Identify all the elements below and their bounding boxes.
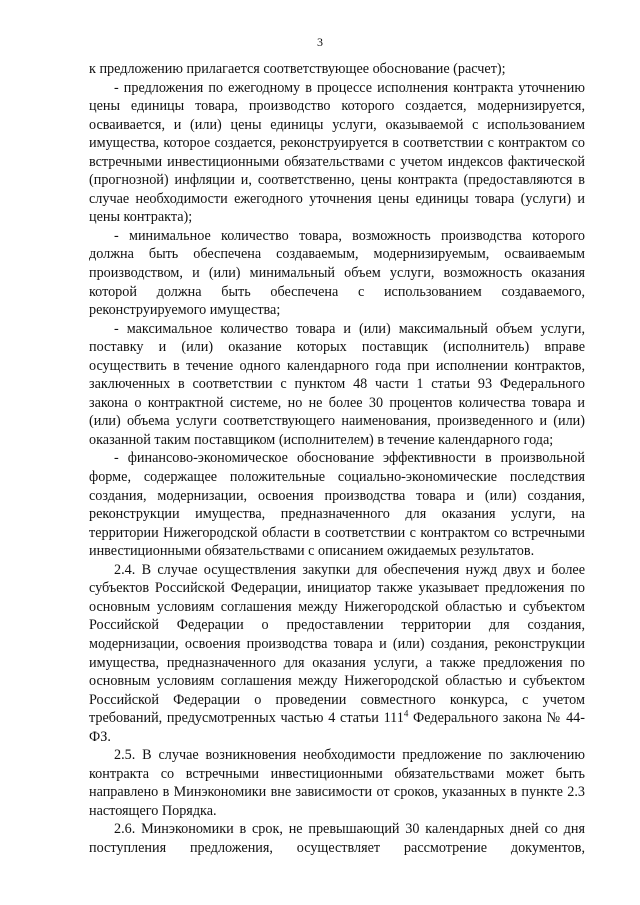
paragraph-2-6: 2.6. Минэкономики в срок, не превышающий 30 календарных дней со дня поступления предложения, осуществляет рассмотрение документов, xyxy=(89,821,585,856)
paragraph-continuation: к предложению прилагается соответствующее обоснование (расчет); xyxy=(89,61,506,77)
page-number: 3 xyxy=(317,35,323,49)
paragraph-2-4-text: 2.4. В случае осуществления закупки для обеспечения нужд двух и более субъектов Российской Федерации, инициатор также указывает предложения по основным условиям соглашения между Нижегородской областью и субъектом Российской Федерации о предоставлении территории для создания, модернизации, освоения производства товара и (или) создания, реконструкции имущества, предназначенного для оказания услуги, а также предложения по основным условиям соглашения между Нижегородской областью и субъектом Российской Федерации о проведении совместного конкурса, с учетом требований, предусмотренных частью 4 статьи 111 xyxy=(89,561,585,727)
list-item-maximum-quantity: - максимальное количество товара и (или) максимальный объем услуги, поставку и (или) оказание которых поставщик (исполнитель) вправе осуществить в течение одного календарного года при исполнении контрактов, заключенных в соответствии с пунктом 48 части 1 статьи 93 Федерального закона о контрактной системе, но не более 30 процентов количества товара и (или) объема услуги соответствующего наименования, произведенного и (или) оказанной таким поставщиком (исполнителем) в течение календарного года; xyxy=(89,320,585,448)
paragraph-2-5: 2.5. В случае возникновения необходимости предложение по заключению контракта со встречными инвестиционными обязательствами может быть направлено в Минэкономики вне зависимости от сроков, указанных в пункте 2.3 настоящего Порядка. xyxy=(89,747,585,819)
list-item-minimum-quantity: - минимальное количество товара, возможность производства которого должна быть обеспечена создаваемым, модернизируемым, осваиваемым производством, и (или) минимальный объем услуги, возможность оказания которой должна быть обеспечена с использованием создаваемого, реконструируемого имущества; xyxy=(89,227,585,319)
article-superscript: 4 xyxy=(403,708,409,719)
list-item-price-adjustment: - предложения по ежегодному в процессе исполнения контракта уточнению цены единицы товара, производство которого создается, модернизируется, осваивается, и (или) цены единицы услуги, оказываемой с использованием имущества, которое создается, реконструируется в соответствии с контрактом со встречными инвестиционными обязательствами с учетом индексов фактической (прогнозной) инфляции и, соответственно, цены контракта (предоставляются в случае необходимости ежегодного уточнения цены единицы товара (услуги) и цены контракта); xyxy=(89,79,585,226)
paragraph-2-4 xyxy=(89,561,585,746)
document-body xyxy=(89,60,585,858)
paragraph-2-4-tail: Федерального закона № 44-ФЗ. xyxy=(89,710,585,745)
list-item-feasibility-study: - финансово-экономическое обоснование эффективности в произвольной форме, содержащее положительные социально-экономические последствия создания, модернизации, освоения производства товара и (или) создания, реконструкции имущества, предназначенного для оказания услуги, на территории Нижегородской области в соответствии с контрактом со встречными инвестиционными обязательствами с описанием ожидаемых результатов. xyxy=(89,450,585,560)
